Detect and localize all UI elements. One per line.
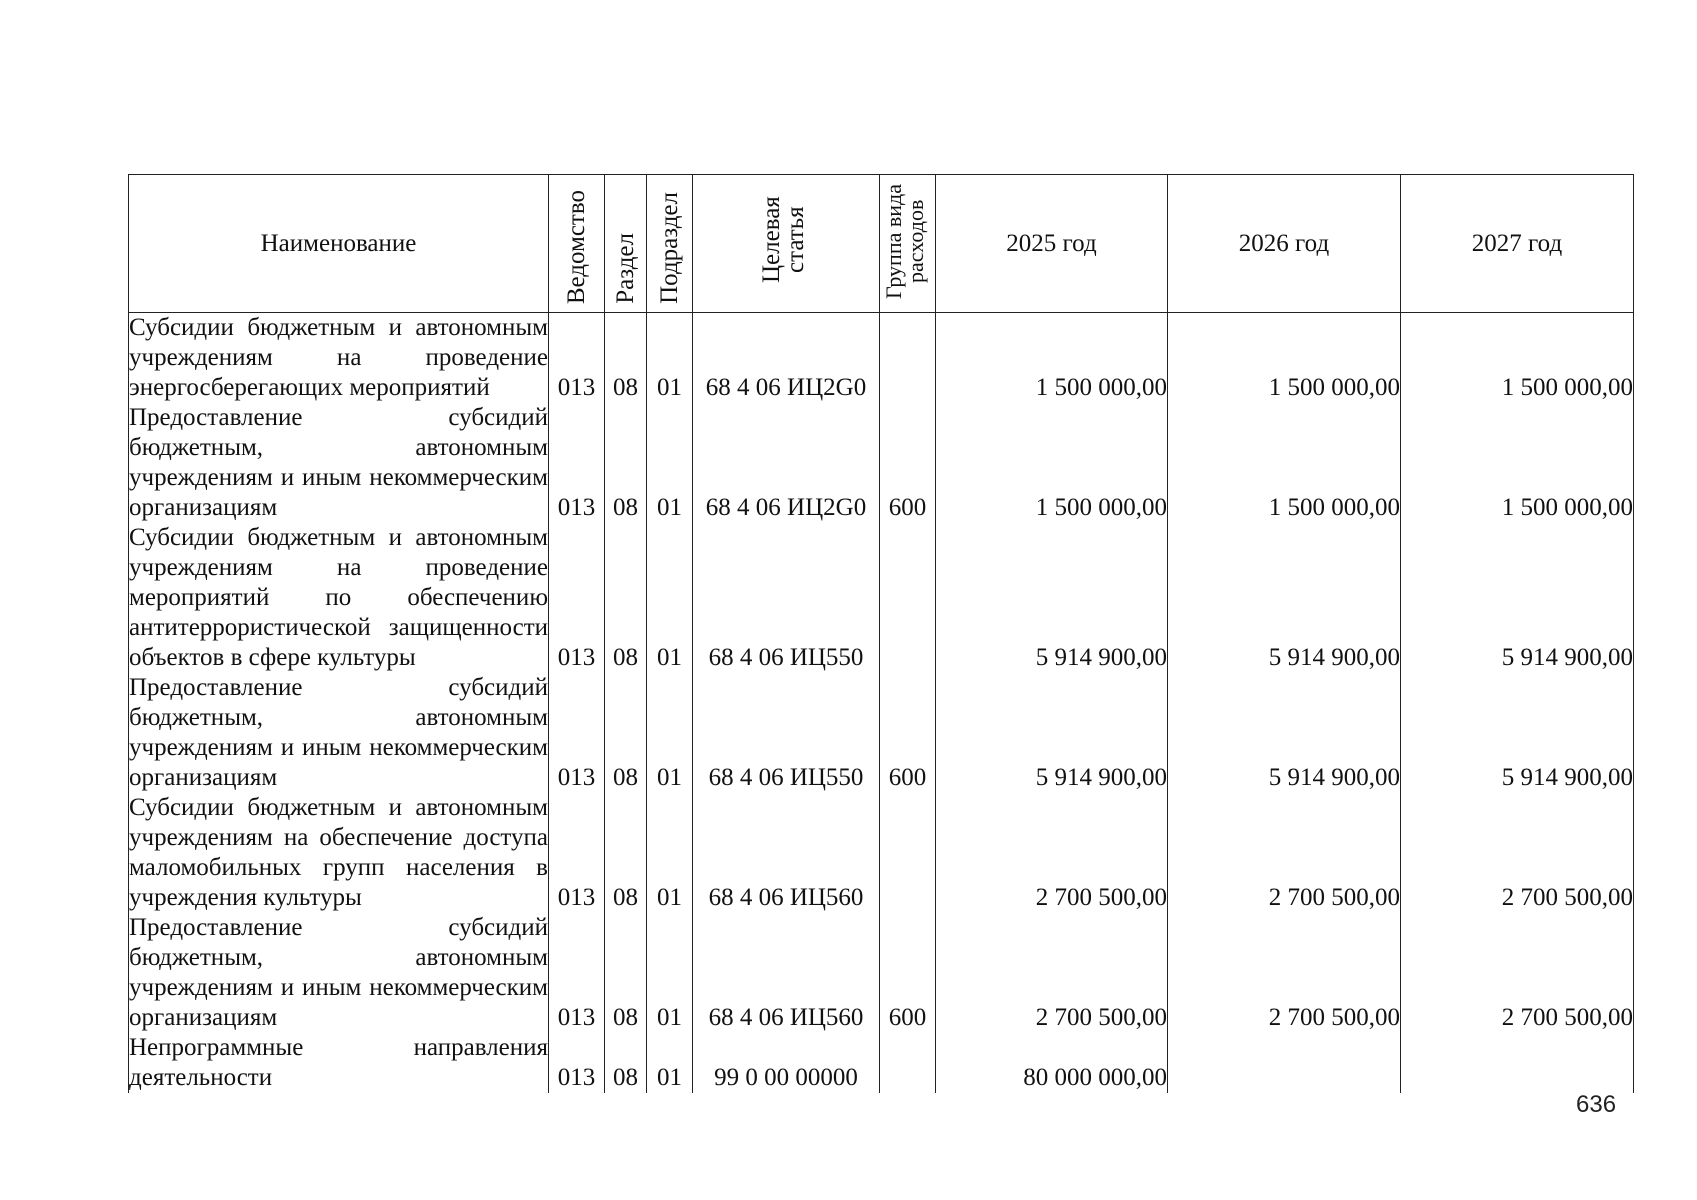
- cell-name: Субсидии бюджетным и автономным учреждениям на обеспечение доступа маломобильных групп населения в учреждения культуры: [129, 794, 548, 911]
- header-2026: [1168, 175, 1401, 313]
- cell-vedomstvo: 013: [549, 523, 605, 673]
- cell-name: Субсидии бюджетным и автономным учреждениям на проведение мероприятий по обеспечению антитеррористической защищенности объектов в сфере культуры: [129, 524, 548, 671]
- header-2026-text: 2026 год: [1238, 229, 1330, 257]
- cell-celevaya: 68 4 06 ИЦ560: [693, 793, 880, 913]
- table-header: [129, 175, 1634, 313]
- cell-razdel: 08: [605, 403, 647, 523]
- cell-razdel: 08: [605, 913, 647, 1033]
- header-celevaya: [693, 175, 880, 313]
- table-row: [129, 313, 1634, 404]
- cell-gruppa: [880, 523, 936, 673]
- table-body: [129, 313, 1634, 1094]
- table-row: [129, 1033, 1634, 1093]
- cell-celevaya: 68 4 06 ИЦ550: [693, 523, 880, 673]
- cell-razdel: 08: [605, 523, 647, 673]
- cell-2025: 5 914 900,00: [936, 523, 1168, 673]
- cell-vedomstvo: 013: [549, 1033, 605, 1093]
- cell-razdel: 08: [605, 673, 647, 793]
- cell-2027: 5 914 900,00: [1401, 673, 1634, 793]
- cell-2027: 1 500 000,00: [1401, 313, 1634, 404]
- cell-2027: [1401, 1033, 1634, 1093]
- cell-celevaya: 99 0 00 00000: [693, 1033, 880, 1093]
- cell-name: Субсидии бюджетным и автономным учреждениям на проведение энергосберегающих мероприятий: [129, 314, 548, 401]
- cell-gruppa: [880, 313, 936, 404]
- table-row: [129, 913, 1634, 1033]
- cell-2026: 2 700 500,00: [1168, 793, 1401, 913]
- budget-table: [128, 174, 1634, 1093]
- cell-2025: 80 000 000,00: [936, 1033, 1168, 1093]
- cell-2027: 2 700 500,00: [1401, 913, 1634, 1033]
- cell-podrazdel: 01: [647, 1033, 693, 1093]
- cell-name: Непрограммные направления деятельности: [129, 1034, 548, 1091]
- cell-name: Предоставление субсидий бюджетным, автономным учреждениям и иным некоммерческим организациям: [129, 404, 548, 521]
- cell-podrazdel: 01: [647, 403, 693, 523]
- cell-2026: [1168, 1033, 1401, 1093]
- cell-celevaya: 68 4 06 ИЦ550: [693, 673, 880, 793]
- cell-2025: 1 500 000,00: [936, 403, 1168, 523]
- cell-razdel: 08: [605, 793, 647, 913]
- cell-celevaya: 68 4 06 ИЦ560: [693, 913, 880, 1033]
- header-gruppa-text: Группа вида расходов: [880, 184, 928, 299]
- header-vedomstvo: [549, 175, 605, 313]
- cell-gruppa: [880, 793, 936, 913]
- cell-vedomstvo: 013: [549, 793, 605, 913]
- header-gruppa: [880, 175, 936, 313]
- table-row: [129, 673, 1634, 793]
- cell-vedomstvo: 013: [549, 673, 605, 793]
- header-podrazdel-text: Подраздел: [655, 192, 683, 304]
- cell-celevaya: 68 4 06 ИЦ2G0: [693, 313, 880, 404]
- cell-celevaya: 68 4 06 ИЦ2G0: [693, 403, 880, 523]
- header-2025-text: 2025 год: [1006, 229, 1097, 257]
- cell-podrazdel: 01: [647, 793, 693, 913]
- cell-2026: 5 914 900,00: [1168, 523, 1401, 673]
- header-row: [129, 175, 1634, 313]
- header-name: [129, 175, 549, 313]
- cell-2025: 2 700 500,00: [936, 793, 1168, 913]
- header-2027-text: 2027 год: [1471, 229, 1563, 257]
- cell-vedomstvo: 013: [549, 913, 605, 1033]
- header-vedomstvo-text: Ведомство: [562, 189, 590, 304]
- cell-podrazdel: 01: [647, 913, 693, 1033]
- page-number: 636: [1576, 1091, 1617, 1118]
- header-celevaya-text: Целевая статья: [758, 196, 809, 283]
- cell-podrazdel: 01: [647, 523, 693, 673]
- cell-2027: 2 700 500,00: [1401, 793, 1634, 913]
- cell-podrazdel: 01: [647, 313, 693, 404]
- cell-2027: 5 914 900,00: [1401, 523, 1634, 673]
- cell-vedomstvo: 013: [549, 403, 605, 523]
- cell-2026: 5 914 900,00: [1168, 673, 1401, 793]
- table-row: [129, 523, 1634, 673]
- cell-2025: 1 500 000,00: [936, 313, 1168, 404]
- cell-name: Предоставление субсидий бюджетным, автономным учреждениям и иным некоммерческим организациям: [129, 674, 548, 791]
- cell-razdel: 08: [605, 313, 647, 404]
- cell-gruppa: [880, 1033, 936, 1093]
- cell-razdel: 08: [605, 1033, 647, 1093]
- table-row: [129, 403, 1634, 523]
- header-podrazdel: [647, 175, 693, 313]
- header-2025: [936, 175, 1168, 313]
- header-razdel: [605, 175, 647, 313]
- cell-2025: 5 914 900,00: [936, 673, 1168, 793]
- table-row: [129, 793, 1634, 913]
- header-name-text: Наименование: [260, 229, 417, 257]
- cell-2027: 1 500 000,00: [1401, 403, 1634, 523]
- cell-vedomstvo: 013: [549, 313, 605, 404]
- cell-gruppa: 600: [880, 673, 936, 793]
- cell-2026: 1 500 000,00: [1168, 313, 1401, 404]
- cell-podrazdel: 01: [647, 673, 693, 793]
- cell-2026: 1 500 000,00: [1168, 403, 1401, 523]
- cell-2026: 2 700 500,00: [1168, 913, 1401, 1033]
- header-razdel-text: Раздел: [611, 233, 639, 304]
- cell-gruppa: 600: [880, 913, 936, 1033]
- cell-2025: 2 700 500,00: [936, 913, 1168, 1033]
- cell-name: Предоставление субсидий бюджетным, автономным учреждениям и иным некоммерческим организациям: [129, 914, 548, 1031]
- cell-gruppa: 600: [880, 403, 936, 523]
- header-2027: [1401, 175, 1634, 313]
